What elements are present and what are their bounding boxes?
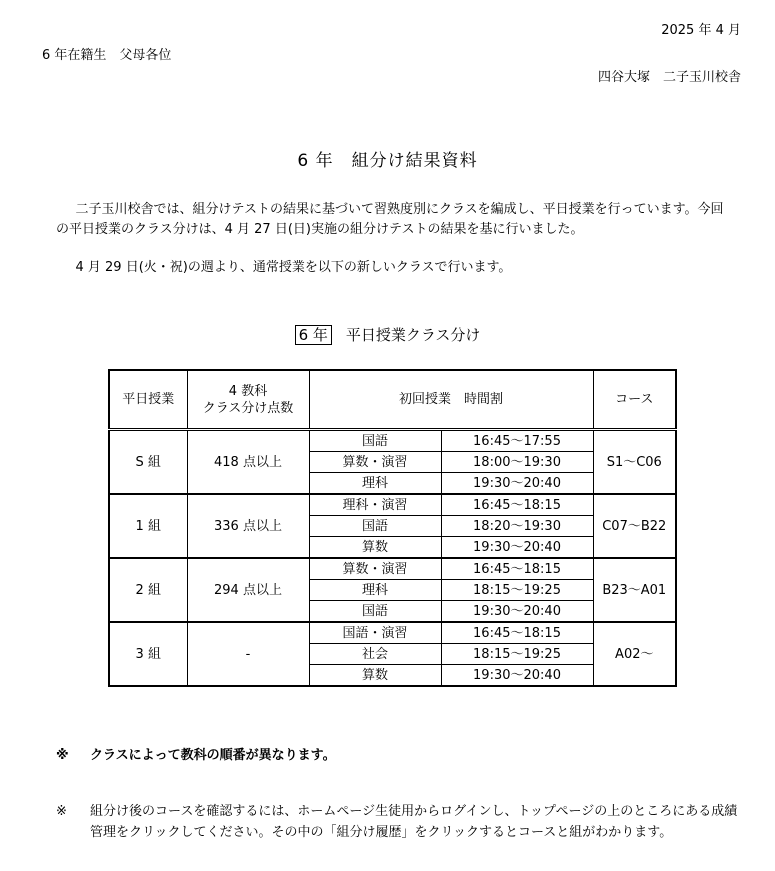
note-mark: ※ <box>56 804 67 819</box>
subject-cell: 理科 <box>309 473 441 495</box>
note-order <box>56 744 336 763</box>
addressee: 6 年在籍生 父母各位 <box>42 48 172 63</box>
score-cell: 336 点以上 <box>187 494 309 558</box>
header-schedule: 初回授業 時間割 <box>309 370 593 430</box>
score-cell: 294 点以上 <box>187 558 309 622</box>
subject-cell: 国語 <box>309 601 441 623</box>
subject-cell: 国語 <box>309 516 441 537</box>
course-cell: A02～ <box>593 622 676 686</box>
header-score-line1: 4 教科 <box>228 383 268 399</box>
class-cell: 1 組 <box>109 494 187 558</box>
class-cell: 2 組 <box>109 558 187 622</box>
time-cell: 19:30～20:40 <box>441 473 593 495</box>
schedule-paragraph: 4 月 29 日(火・祝)の週より、通常授業を以下の新しいクラスで行います。 <box>75 260 512 275</box>
table-row <box>109 622 676 644</box>
course-cell: B23～A01 <box>593 558 676 622</box>
subject-cell: 算数・演習 <box>309 452 441 473</box>
sender: 四谷大塚 二子玉川校舎 <box>597 70 741 85</box>
table-row <box>109 430 676 452</box>
time-cell: 19:30～20:40 <box>441 537 593 559</box>
intro-paragraph: 二子玉川校舎では、組分けテストの結果に基づいて習熟度別にクラスを編成し、平日授業を行っています。今回の平日授業のクラス分けは、4 月 27 日(日)実施の組分けテストの結果を基に行いました。 <box>56 202 724 237</box>
header-class: 平日授業 <box>109 370 187 430</box>
table-row <box>109 558 676 580</box>
course-cell: S1～C06 <box>593 430 676 495</box>
time-cell: 18:15～19:25 <box>441 644 593 665</box>
subject-cell: 理科 <box>309 580 441 601</box>
class-table-body <box>109 430 676 687</box>
note-text: クラスによって教科の順番が異なります。 <box>90 748 336 763</box>
course-cell: C07～B22 <box>593 494 676 558</box>
subject-cell: 算数 <box>309 665 441 687</box>
table-header-row <box>109 370 676 430</box>
subject-cell: 理科・演習 <box>309 494 441 516</box>
table-row <box>109 494 676 516</box>
time-cell: 18:20～19:30 <box>441 516 593 537</box>
subtitle-grade-box: 6 年 <box>295 325 332 345</box>
subtitle-text: 平日授業クラス分け <box>345 326 481 344</box>
document-date: 2025 年 4 月 <box>661 23 741 38</box>
document-title: 6 年 組分け結果資料 <box>297 151 478 171</box>
time-cell: 19:30～20:40 <box>441 601 593 623</box>
subject-cell: 国語・演習 <box>309 622 441 644</box>
subject-cell: 社会 <box>309 644 441 665</box>
score-cell: 418 点以上 <box>187 430 309 495</box>
class-cell: 3 組 <box>109 622 187 686</box>
class-table <box>108 369 677 687</box>
header-course: コース <box>593 370 676 430</box>
time-cell: 16:45～18:15 <box>441 622 593 644</box>
subject-cell: 国語 <box>309 430 441 452</box>
subject-cell: 算数・演習 <box>309 558 441 580</box>
note-text: 組分け後のコースを確認するには、ホームページ生徒用からログインし、トップページの上のところにある成績管理をクリックしてください。その中の「組分け履歴」をクリックするとコースと組がわかります。 <box>90 804 738 840</box>
header-score <box>187 370 309 430</box>
time-cell: 18:15～19:25 <box>441 580 593 601</box>
time-cell: 19:30～20:40 <box>441 665 593 687</box>
time-cell: 16:45～18:15 <box>441 558 593 580</box>
time-cell: 18:00～19:30 <box>441 452 593 473</box>
time-cell: 16:45～18:15 <box>441 494 593 516</box>
header-score-line2: クラス分け点数 <box>202 400 294 416</box>
note-mark: ※ <box>56 748 69 763</box>
score-cell: - <box>187 622 309 686</box>
note-course-check <box>56 801 746 840</box>
table-subtitle <box>0 324 775 345</box>
class-cell: S 組 <box>109 430 187 495</box>
subject-cell: 算数 <box>309 537 441 559</box>
time-cell: 16:45～17:55 <box>441 430 593 452</box>
